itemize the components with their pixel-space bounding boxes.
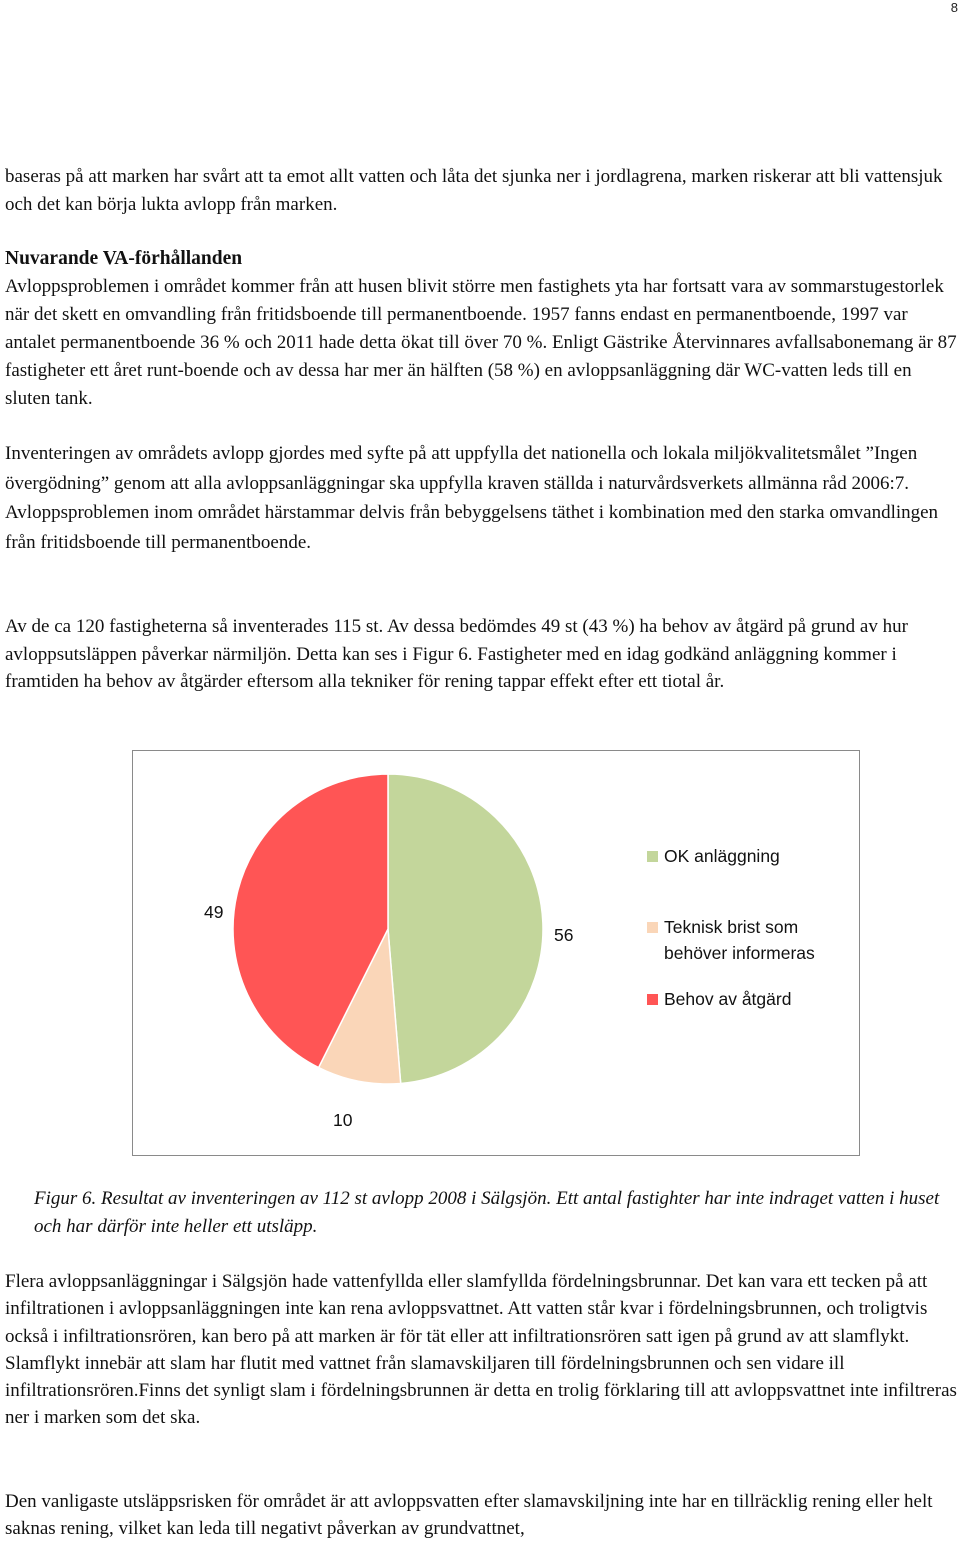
slice-label-ok: 56: [554, 925, 574, 945]
paragraph-emission-risk: Den vanligaste utsläppsrisken för området är att avloppsvatten efter slamavskiljning inte har en tillräcklig rening eller helt saknas rening, vilket kan leda till negativt påverkan av grundvattnet,: [5, 1491, 933, 1540]
paragraph-intro: baseras på att marken har svårt att ta emot allt vatten och låta det sjunka ner i jordlagrena, marken riskerar att bli vattensjuk och det kan börja lukta avlopp från marken.: [5, 166, 943, 215]
paragraph-inventory-purpose: Inventeringen av områdets avlopp gjordes med syfte på att uppfylla det nationella och lokala miljökvalitetsmålet ”Ingen övergödning” genom att alla avloppsanläggningar ska uppfylla kraven ställda i naturvårdsverkets allmänna råd 2006:7. Avloppsproblemen inom området härstammar delvis från bebyggelsens täthet i kombination med den starka omvandlingen från fritidsboende till permanentboende.: [5, 443, 939, 553]
paragraph-inventory-result: Av de ca 120 fastigheterna så inventerades 115 st. Av dessa bedömdes 49 st (43 %) ha behov av åtgärd på grund av hur avloppsutsläppen påverkar närmiljön. Detta kan ses i Figur 6. Fastigheter med en idag godkänd anläggning kommer i framtiden ha behov av åtgärder eftersom alla tekniker för rening tappar effekt efter ett tiotal år.: [5, 616, 908, 692]
figure-caption: Figur 6. Resultat av inventeringen av 112 st avlopp 2008 i Sälgsjön. Ett antal fastighter har inte indraget vatten i huset och har därför inte heller ett utsläpp.: [34, 1188, 940, 1237]
section-heading: Nuvarande VA-förhållanden: [5, 248, 243, 269]
paragraph-distribution-wells: Flera avloppsanläggningar i Sälgsjön hade vattenfyllda eller slamfyllda fördelningsbrunnar. Det kan vara ett tecken på att infiltrationen i avloppsanläggningen inte kan rena avloppsvattnet. Att vatten står kvar i fördelningsbrunnen, och troligtvis också i infiltrationsrören, kan bero på att marken är för tät eller att infiltrationsrören satt igen på grund av att slamflykt. Slamflykt innebär att slam har flutit med vattnet från slamavskiljaren till fördelningsbrunnen och sen vidare ill infiltrationsrören.Finns det synligt slam i fördelningsbrunnen är detta en trolig förklaring till att avloppsvattnet inte infiltreras ner i marken som det ska.: [5, 1271, 957, 1429]
legend-swatch-ok: [647, 851, 658, 862]
legend-ok: OK anläggning: [664, 846, 780, 866]
legend-swatch-teknisk: [647, 922, 658, 933]
legend-teknisk: Teknisk brist som behöver informeras: [664, 917, 815, 963]
pie-slice-ok: [388, 774, 543, 1083]
paragraph-va-conditions: Avloppsproblemen i området kommer från att husen blivit större men fastighets yta har fortsatt vara av sommarstugestorlek när det skett en omvandling från fritidsboende till permanentboende. 1957 fanns endast en permanentboende, 1997 var antalet permanentboende 36 % och 2011 hade detta ökat till över 70 %. Enligt Gästrike Återvinnares avfallsabonemang är 87 fastigheter ett året runt-boende och av dessa har mer än hälften (58 %) en avloppsanläggning där WC-vatten leds till en sluten tank.: [5, 276, 957, 409]
legend-behov: Behov av åtgärd: [664, 989, 792, 1009]
pie-chart: [132, 750, 860, 1156]
slice-label-teknisk: 10: [333, 1110, 353, 1130]
legend-swatch-behov: [647, 994, 658, 1005]
slice-label-behov: 49: [204, 902, 224, 922]
page-number: 8: [950, 0, 958, 15]
